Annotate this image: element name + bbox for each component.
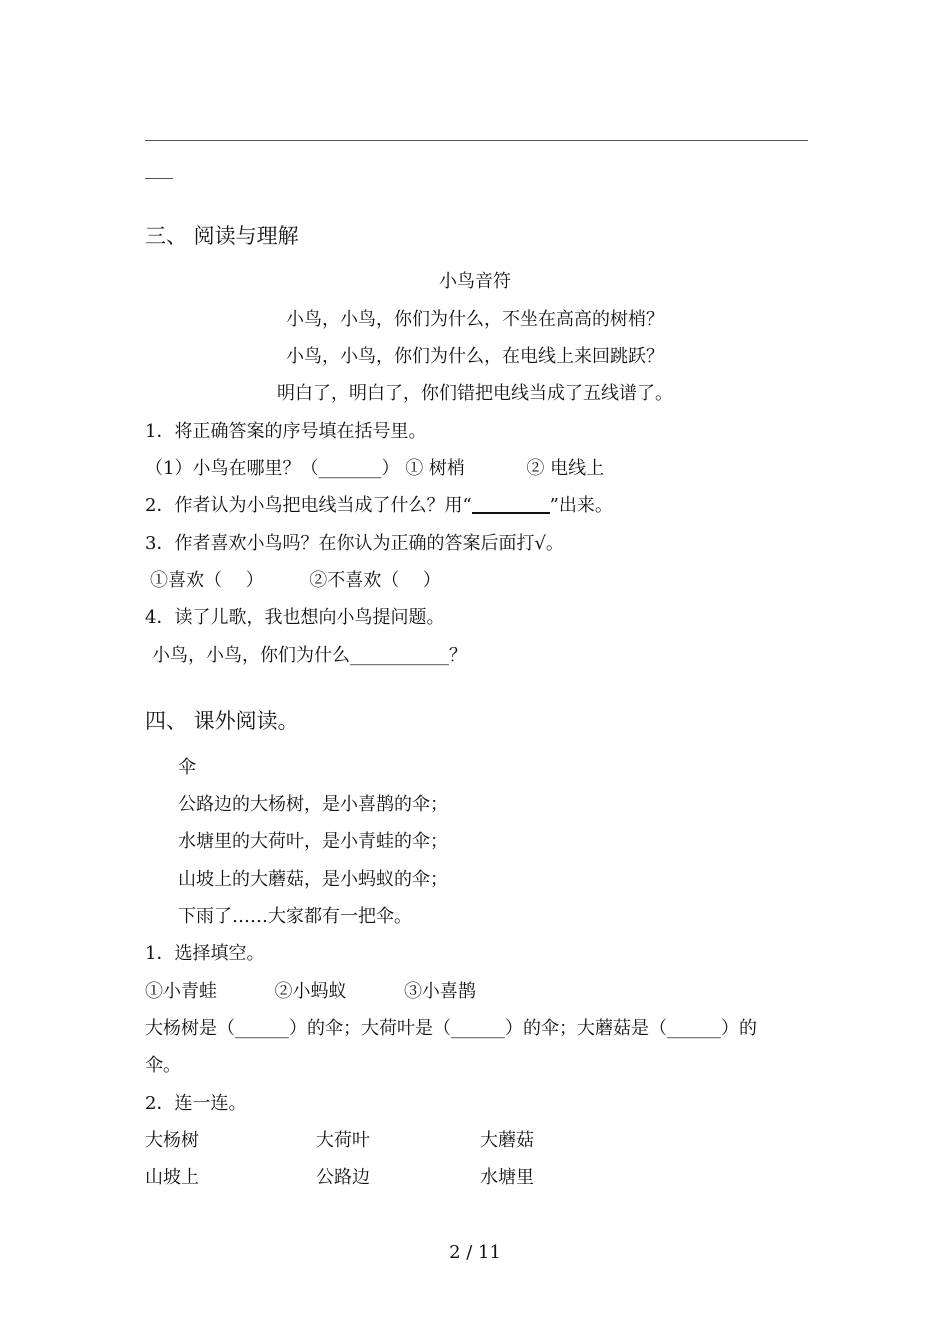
answer-line — [145, 140, 808, 141]
poem-line: 小鸟，小鸟，你们为什么，不坐在高高的树梢？ — [286, 309, 664, 330]
page-number: 2 / 11 — [449, 1242, 501, 1263]
match-item[interactable]: 水塘里 — [480, 1167, 534, 1188]
option-treetop: ① 树梢 — [405, 458, 465, 479]
poem-line: 公路边的大杨树，是小喜鹊的伞； — [178, 794, 448, 815]
match-item[interactable]: 山坡上 — [145, 1167, 199, 1188]
question-2 — [145, 494, 613, 518]
poem-line: 下雨了……大家都有一把伞。 — [178, 906, 412, 927]
section-4-heading: 四、 课外阅读。 — [145, 709, 299, 733]
question-1: 1．将正确答案的序号填在括号里。 — [145, 421, 427, 442]
question-4: 4．读了儿歌，我也想向小鸟提问题。 — [145, 607, 445, 628]
option-wire: ② 电线上 — [526, 458, 605, 479]
option-ant: ②小蚂蚁 — [274, 981, 347, 1002]
poem-title: 伞 — [178, 757, 196, 778]
match-item[interactable]: 大蘑菇 — [480, 1130, 534, 1151]
poem-line: 明白了，明白了，你们错把电线当成了五线谱了。 — [277, 383, 673, 404]
option-magpie: ③小喜鹊 — [403, 981, 476, 1002]
question-1: 1．选择填空。 — [145, 943, 265, 964]
match-item[interactable]: 大荷叶 — [316, 1130, 370, 1151]
question-1-fill-continued: 伞。 — [145, 1055, 181, 1076]
question-2-text: 2．作者认为小鸟把电线当成了什么？用“ — [145, 495, 472, 516]
answer-line-continued — [145, 178, 173, 179]
poem-title: 小鸟音符 — [439, 271, 511, 292]
poem-line: 山坡上的大蘑菇，是小蚂蚁的伞； — [178, 869, 448, 890]
question-2-text-end: ”出来。 — [549, 495, 613, 516]
question-4-line: 小鸟，小鸟，你们为什么___________？ — [152, 645, 467, 666]
match-item[interactable]: 大杨树 — [145, 1130, 199, 1151]
question-1-fill: 大杨树是（______）的伞；大荷叶是（______）的伞；大蘑菇是（______）的 — [145, 1018, 757, 1039]
option-dislike: ②不喜欢（ ） — [309, 570, 441, 591]
option-frog: ①小青蛙 — [145, 981, 217, 1002]
question-1-options — [145, 980, 476, 1004]
question-1-sub-text: （1）小鸟在哪里？（_______） — [145, 458, 400, 479]
question-3-options — [150, 569, 441, 593]
match-item[interactable]: 公路边 — [316, 1167, 370, 1188]
poem-line: 水塘里的大荷叶，是小青蛙的伞； — [178, 831, 448, 852]
question-3: 3．作者喜欢小鸟吗？在你认为正确的答案后面打√。 — [145, 533, 564, 554]
poem-line: 小鸟，小鸟，你们为什么，在电线上来回跳跃？ — [286, 346, 664, 367]
question-2: 2．连一连。 — [145, 1093, 247, 1114]
section-3-heading: 三、 阅读与理解 — [145, 224, 299, 248]
question-1-sub — [145, 457, 604, 481]
answer-blank[interactable] — [472, 494, 550, 514]
option-like: ①喜欢（ ） — [150, 570, 264, 591]
